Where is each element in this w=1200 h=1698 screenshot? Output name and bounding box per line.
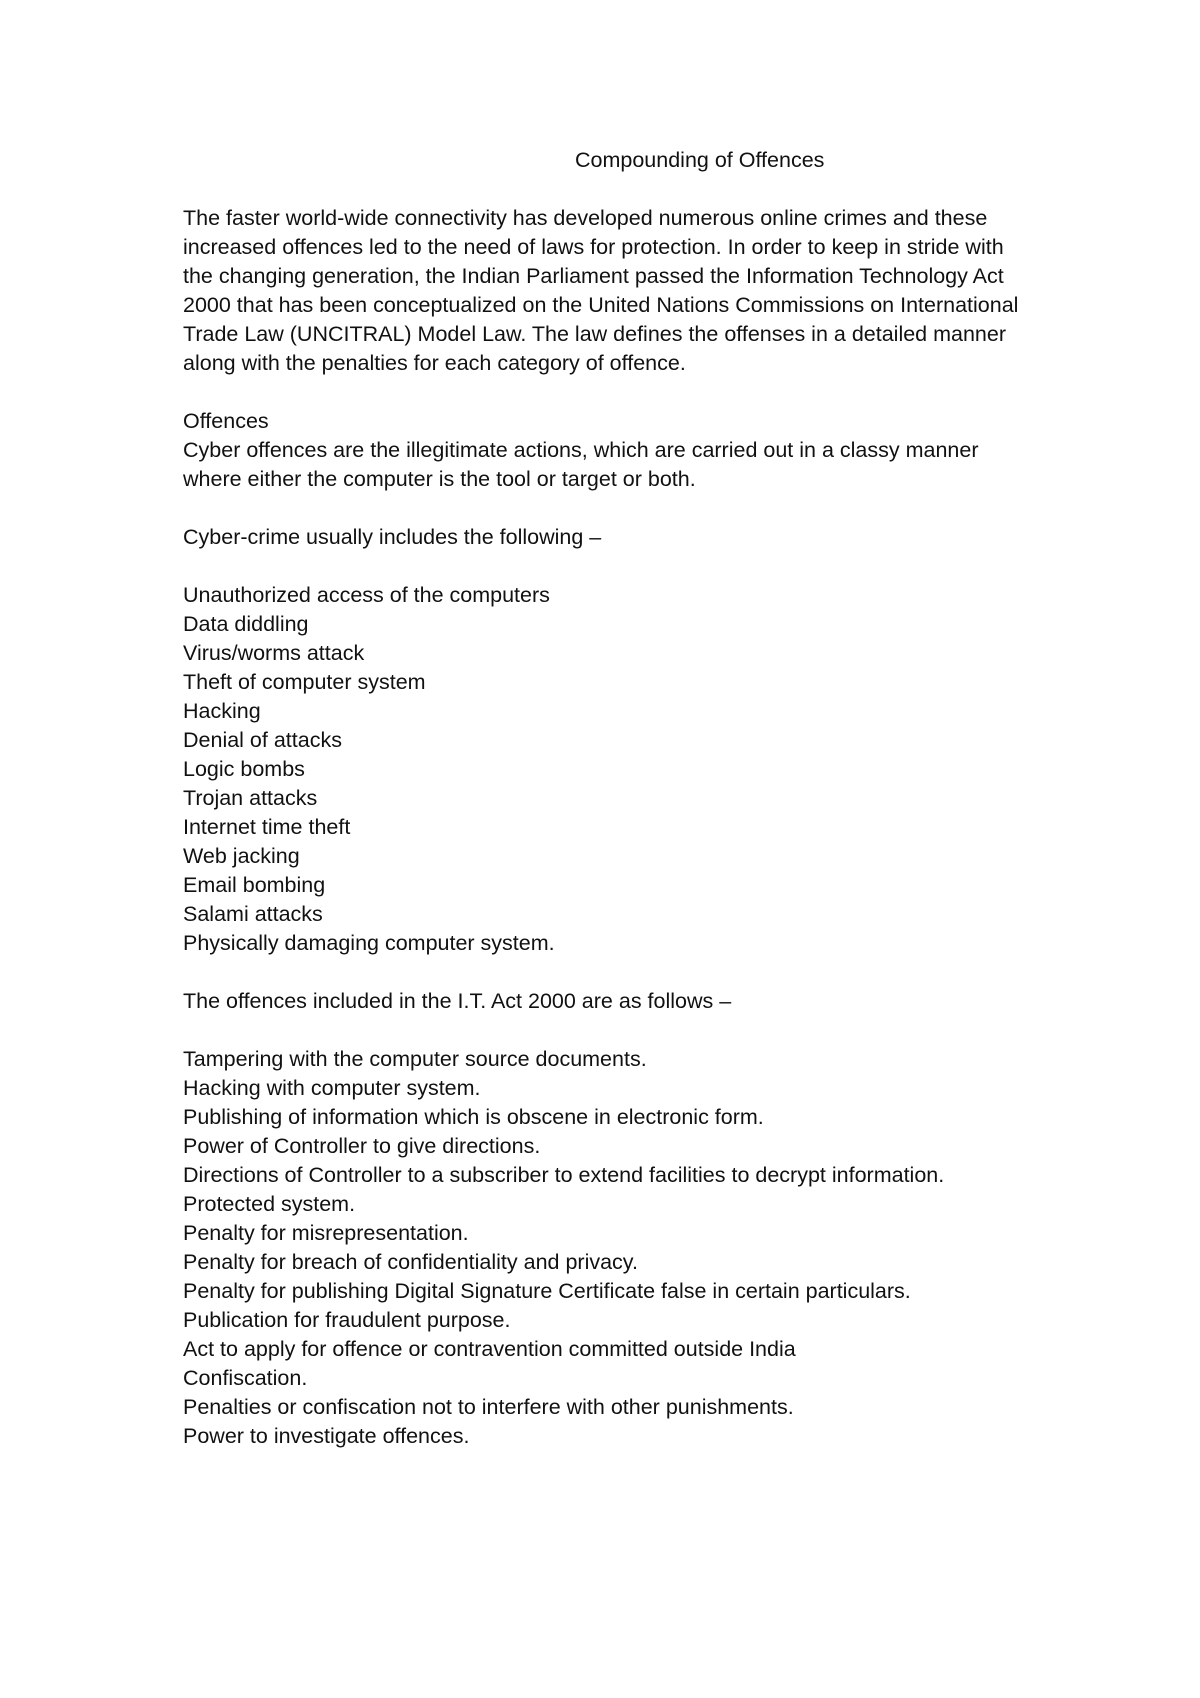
list-item: Salami attacks	[183, 902, 323, 926]
list-item: Act to apply for offence or contravention committed outside India	[183, 1337, 796, 1361]
list-item: Penalties or confiscation not to interfere with other punishments.	[183, 1395, 794, 1419]
list-item: Tampering with the computer source documents.	[183, 1047, 647, 1071]
list-item: Penalty for misrepresentation.	[183, 1221, 469, 1245]
list-item: Protected system.	[183, 1192, 356, 1216]
list-item: Unauthorized access of the computers	[183, 583, 550, 607]
intro-paragraph: The faster world-wide connectivity has developed numerous online crimes and these increased offences led to the need of laws for protection. In order to keep in stride with the changing generation, the Indian Parliament passed the Information Technology Act 2000 that has been conceptualized on the United Nations Commissions on International Trade Law (UNCITRAL) Model Law. The law defines the offenses in a detailed manner along with the penalties for each category of offence.	[183, 206, 1019, 375]
offences-heading: Offences	[183, 409, 269, 433]
list-item: Power of Controller to give directions.	[183, 1134, 541, 1158]
it-act-intro: The offences included in the I.T. Act 2000 are as follows –	[183, 989, 732, 1013]
list-item: Internet time theft	[183, 815, 351, 839]
cybercrime-list	[183, 581, 1033, 958]
list-item: Data diddling	[183, 612, 309, 636]
list-item: Email bombing	[183, 873, 326, 897]
list-item: Web jacking	[183, 844, 300, 868]
list-item: Publication for fraudulent purpose.	[183, 1308, 511, 1332]
document-body	[183, 146, 1033, 1451]
list-item: Confiscation.	[183, 1366, 308, 1390]
list-item: Trojan attacks	[183, 786, 318, 810]
offences-paragraph: Cyber offences are the illegitimate actions, which are carried out in a classy manner where either the computer is the tool or target or both.	[183, 438, 979, 491]
list-item: Directions of Controller to a subscriber to extend facilities to decrypt information.	[183, 1163, 945, 1187]
list-item: Theft of computer system	[183, 670, 426, 694]
cybercrime-intro: Cyber-crime usually includes the following –	[183, 525, 602, 549]
it-act-offences-list	[183, 1045, 1033, 1451]
list-item: Hacking	[183, 699, 261, 723]
list-item: Virus/worms attack	[183, 641, 365, 665]
list-item: Publishing of information which is obscene in electronic form.	[183, 1105, 764, 1129]
page-title: Compounding of Offences	[575, 148, 825, 172]
list-item: Penalty for breach of confidentiality and privacy.	[183, 1250, 638, 1274]
list-item: Logic bombs	[183, 757, 305, 781]
list-item: Hacking with computer system.	[183, 1076, 481, 1100]
list-item: Physically damaging computer system.	[183, 931, 555, 955]
list-item: Penalty for publishing Digital Signature Certificate false in certain particulars.	[183, 1279, 911, 1303]
list-item: Denial of attacks	[183, 728, 342, 752]
list-item: Power to investigate offences.	[183, 1424, 470, 1448]
